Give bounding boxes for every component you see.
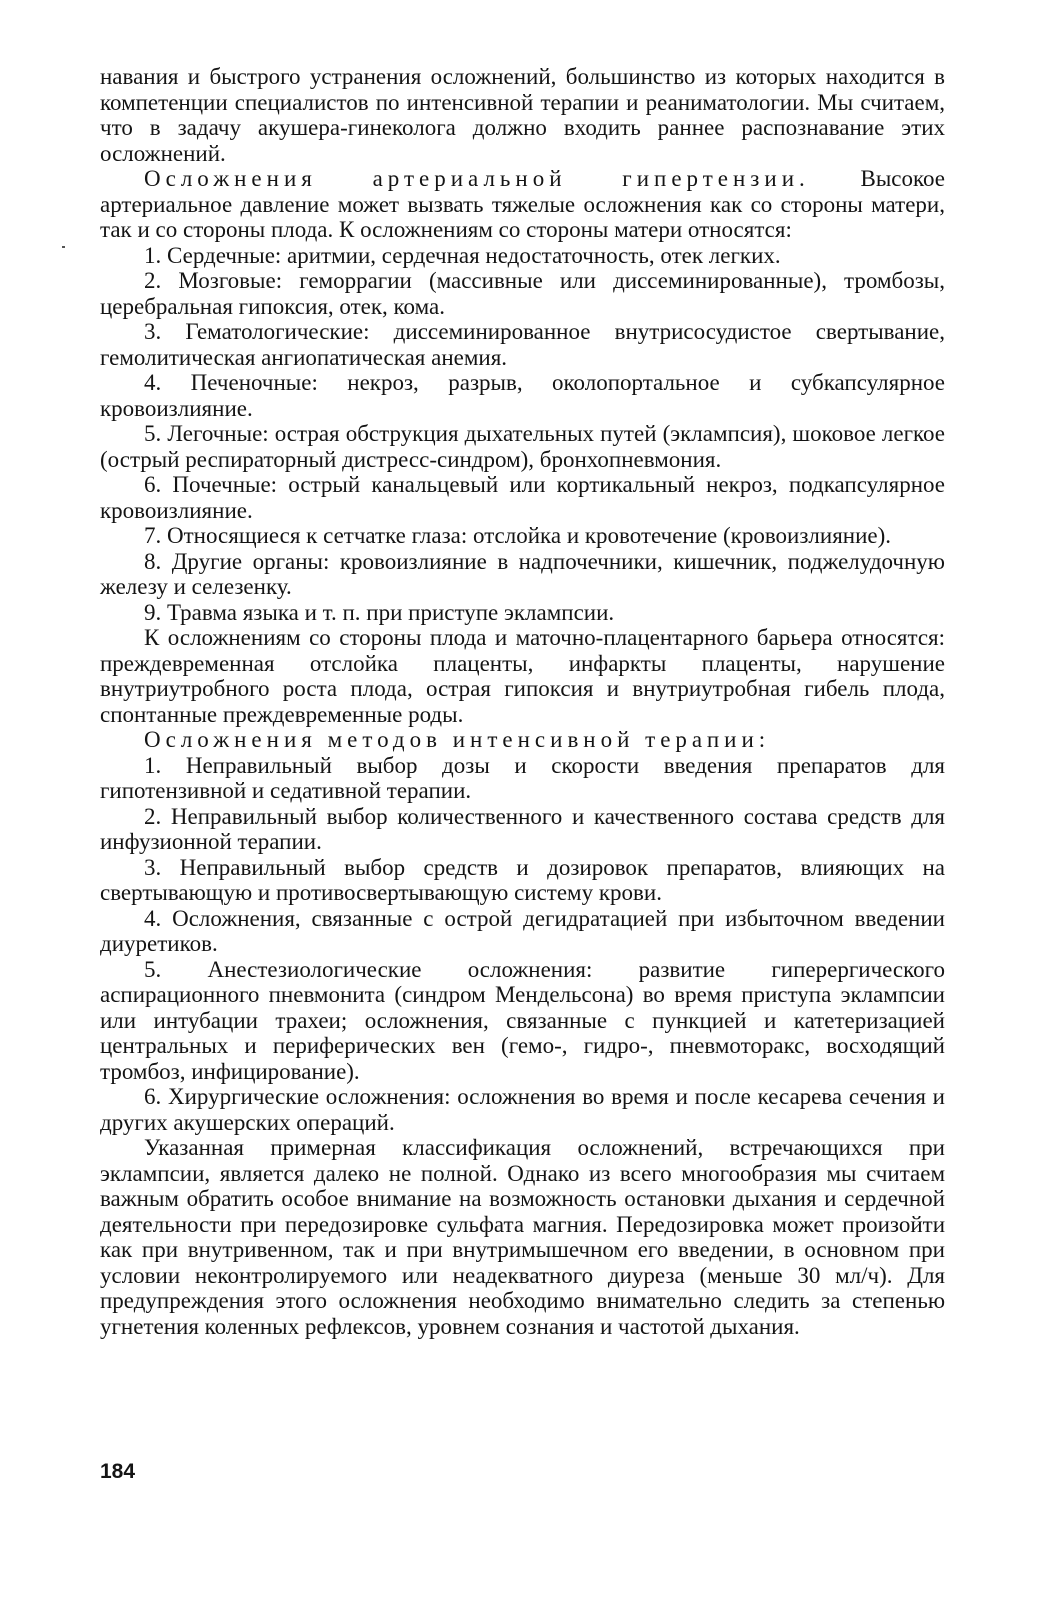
list-item: 3. Гематологические: диссеминированное внутрисосудистое свертывание, гемолитическая ангиопатическая анемия.: [100, 319, 945, 370]
list-item: 2. Мозговые: геморрагии (массивные или диссеминированные), тромбозы, церебральная гипоксия, отек, кома.: [100, 268, 945, 319]
fetal-complications-paragraph: К осложнениям со стороны плода и маточно-плацентарного барьера относятся: преждевременная отслойка плаценты, инфаркты плаценты, нарушение внутриутробного роста плода, острая гипоксия и внутриутробная гибель плода, спонтанные преждевременные роды.: [100, 625, 945, 727]
list-item: 2. Неправильный выбор количественного и качественного состава средств для инфузионной терапии.: [100, 803, 945, 854]
list-item: 5. Анестезиологические осложнения: развитие гиперергического аспирационного пневмонита (синдром Мендельсона) во время приступа эклампсии или интубации трахеи; осложнения, связанные с пункцией и катетеризацией центральных и периферических вен (гемо-, гидро-, пневмоторакс, восходящий тромбоз, инфицирование).: [100, 956, 945, 1084]
section-therapy-heading: Осложнения методов интенсивной терапии:: [144, 727, 771, 752]
section-hypertension-text: Высокое артериальное давление может вызвать тяжелые осложнения как со стороны матери, так и со стороны плода. К осложнениям со стороны матери относятся:: [100, 166, 946, 242]
list-item: 6. Почечные: острый канальцевый или кортикальный некроз, подкапсулярное кровоизлияние.: [100, 472, 945, 523]
conclusion-paragraph: Указанная примерная классификация осложнений, встречающихся при эклампсии, является далеко не полной. Однако из всего многообразия мы считаем важным обратить особое внимание на возможность остановки дыхания и сердечной деятельности при передозировке сульфата магния. Передозировка может произойти как при внутривенном, так и при внутримышечном его введении, в основном при условии неконтролируемого или неадекватного диуреза (меньше 30 мл/ч). Для предупреждения этого осложнения необходимо внимательно следить за степенью угнетения коленных рефлексов, уровнем сознания и частотой дыхания.: [100, 1135, 945, 1339]
list-item: 4. Осложнения, связанные с острой дегидратацией при избыточном введении диуретиков.: [100, 905, 945, 956]
intro-paragraph: навания и быстрого устранения осложнений, большинство из которых находится в компетенции специалистов по интенсивной терапии и реаниматологии. Мы считаем, что в задачу акушера-гинеколога должно входить раннее распознавание этих осложнений.: [100, 64, 945, 166]
list-item: 1. Сердечные: аритмии, сердечная недостаточность, отек легких.: [144, 242, 781, 268]
list-item: 1. Неправильный выбор дозы и скорости введения препаратов для гипотензивной и седативной терапии.: [100, 752, 945, 803]
list-item: 7. Относящиеся к сетчатке глаза: отслойка и кровотечение (кровоизлияние).: [144, 523, 892, 548]
list-item: 4. Печеночные: некроз, разрыв, околопортальное и субкапсулярное кровоизлияние.: [100, 370, 945, 421]
list-item: 8. Другие органы: кровоизлияние в надпочечники, кишечник, поджелудочную железу и селезенку.: [100, 548, 945, 599]
section-therapy-heading-line: [100, 727, 945, 753]
stray-mark: [62, 246, 65, 248]
page-number: 184: [100, 1460, 136, 1483]
list-item: 6. Хирургические осложнения: осложнения во время и после кесарева сечения и других акушерских операций.: [100, 1084, 945, 1135]
list-item: 5. Легочные: острая обструкция дыхательных путей (эклампсия), шоковое легкое (острый респираторный дистресс-синдром), бронхопневмония.: [100, 421, 945, 472]
section-hypertension-heading: Осложнения артериальной гипертензии.: [144, 166, 810, 191]
page-body: [100, 64, 945, 1339]
list-item: 9. Травма языка и т. п. при приступе эклампсии.: [144, 599, 615, 625]
list-item: 3. Неправильный выбор средств и дозировок препаратов, влияющих на свертывающую и противосвертывающую систему крови.: [100, 854, 945, 905]
section-hypertension-lead: [100, 166, 945, 243]
